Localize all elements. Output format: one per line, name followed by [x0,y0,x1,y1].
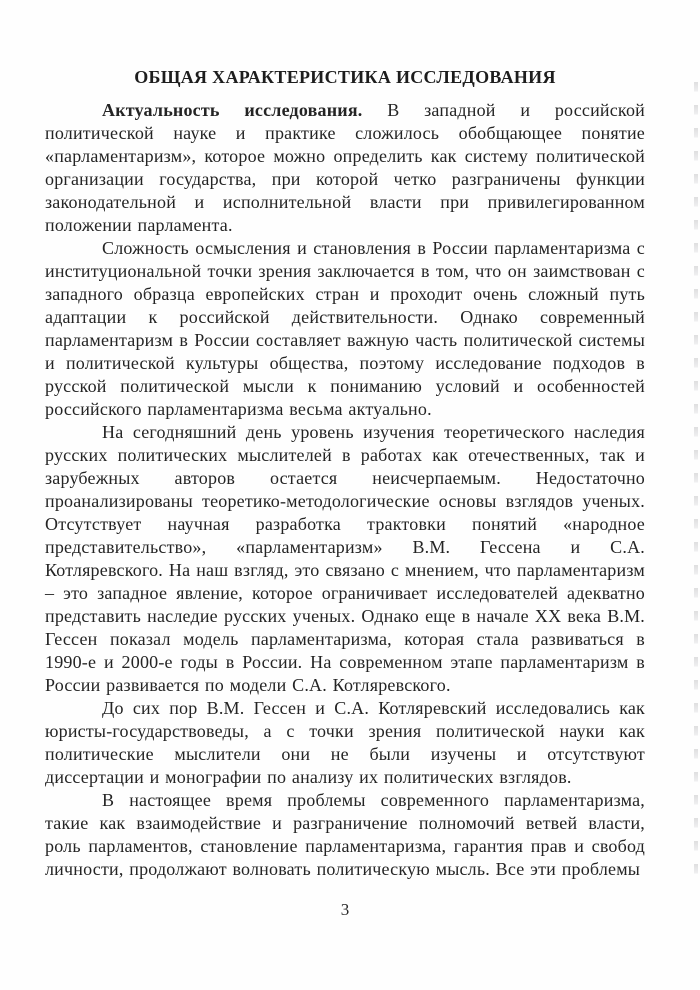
paragraph-4-text: До сих пор В.М. Гессен и С.А. Котляревский исследовались как юристы-государствоведы, а с точки зрения политической науки как политические мыслители они не были изучены и отсутствуют диссертации и монографии по анализу их политических взглядов. [45,698,645,787]
paragraph-2 [45,237,645,421]
paragraph-1 [45,99,645,237]
document-title: ОБЩАЯ ХАРАКТЕРИСТИКА ИССЛЕДОВАНИЯ [134,67,556,87]
paragraph-5 [45,789,645,881]
paragraph-4 [45,697,645,789]
paragraph-1-text: В западной и российской политической науке и практике сложилось обобщающее понятие «парламентаризм», которое можно определить как систему политической организации государства, при которой четко разграничены функции законодательной и исполнительной власти при привилегированном положении парламента. [45,100,645,235]
paragraph-5-text: В настоящее время проблемы современного парламентаризма, такие как взаимодействие и разграничение полномочий ветвей власти, роль парламентов, становление парламентаризма, гарантия прав и свобод личности, продолжают волновать политическую мысль. Все эти проблемы [45,790,645,879]
page-edge-scan-artifact [694,82,698,877]
paragraph-1-bold-lead: Актуальность исследования. [102,100,363,120]
page-number: 3 [340,900,350,919]
paragraph-3-text: На сегодняшний день уровень изучения теоретического наследия русских политических мыслителей в работах как отечественных, так и зарубежных авторов остается неисчерпаемым. Недостаточно проанализированы теоретико-методологические основы взглядов ученых. Отсутствует научная разработка трактовки понятий «народное представительство», «парламентаризм» В.М. Гессена и С.А. Котляревского. На наш взгляд, это связано с мнением, что парламентаризм – это западное явление, которое ограничивает исследователей адекватно представить наследие русских ученых. Однако еще в начале XX века В.М. Гессен показал модель парламентаризма, которая стала развиваться в 1990-е и 2000-е годы в России. На современном этапе парламентаризм в России развивается по модели С.А. Котляревского. [45,422,645,695]
paragraph-2-text: Сложность осмысления и становления в России парламентаризма с институциональной точки зрения заключается в том, что он заимствован с западного образца европейских стран и проходит очень сложный путь адаптации к российской действительности. Однако современный парламентаризм в России составляет важную часть политической системы и политической культуры общества, поэтому исследование подходов в русской политической мысли к пониманию условий и особенностей российского парламентаризма весьма актуально. [45,238,645,419]
text-block [45,64,645,881]
paragraph-3 [45,421,645,697]
